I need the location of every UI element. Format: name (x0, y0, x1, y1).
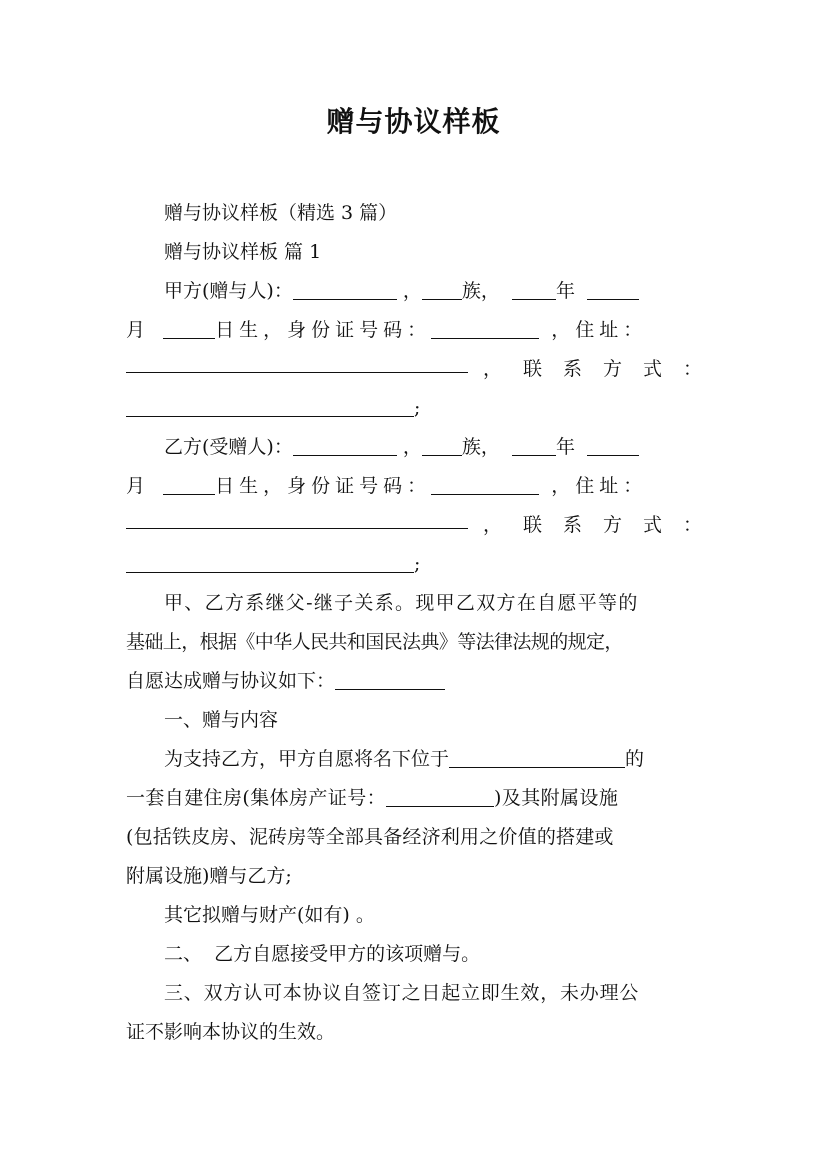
birth-id-label: 日生，身份证号码： (215, 319, 432, 341)
ethnicity-blank (422, 433, 462, 456)
section-1-line-2 (126, 779, 702, 818)
party-a-label: 甲方(赠与人)： (164, 280, 293, 302)
party-b-label: 乙方(受赠人)： (164, 436, 293, 458)
document-body (126, 194, 723, 1052)
id-blank (431, 472, 539, 495)
contact-label: ，联系方式： (482, 514, 723, 536)
line-end: ; (414, 397, 421, 419)
intro-line-2: 基础上，根据《中华人民共和国民法典》等法律法规的规定， (126, 631, 623, 653)
id-blank (431, 316, 539, 339)
section-1-line-4: 附属设施)赠与乙方; (126, 865, 292, 887)
party-a-block (126, 272, 723, 428)
subtitle: 赠与协议样板（精选 3 篇） (164, 202, 398, 224)
section-1-paragraph (126, 740, 702, 896)
location-blank (449, 745, 625, 768)
name-blank (293, 277, 397, 300)
month-blank (587, 277, 639, 300)
line-end: ; (414, 553, 421, 575)
intro-line-1: 甲、乙方系继父-继子关系。现甲乙双方在自愿平等的 (164, 592, 639, 614)
month-blank (587, 433, 639, 456)
address-blank (126, 350, 468, 373)
party-a-line-4 (126, 389, 702, 428)
party-b-line-1: 乙方(受赠人)： ， 族， 年 (126, 428, 702, 467)
year-label: 年 (555, 280, 575, 302)
address-label: ，住址： (551, 319, 648, 341)
party-b-line-3 (126, 506, 723, 545)
ethnicity-blank (422, 277, 462, 300)
section-1-line-3: (包括铁皮房、泥砖房等全部具备经济利用之价值的搭建或 (126, 826, 614, 848)
document-title: 赠与协议样板 (326, 105, 501, 138)
section-1-heading: 一、赠与内容 (164, 709, 279, 731)
section-1-line-2-text: 一套自建住房(集体房产证号： (126, 787, 387, 809)
year-label: 年 (555, 436, 575, 458)
month-label: 月 (126, 319, 146, 341)
section-1-other-property: 其它拟赠与财产(如有) 。 (164, 904, 375, 926)
contact-blank (126, 550, 414, 573)
intro-line-3-text: 自愿达成赠与协议如下： (126, 670, 336, 692)
section-2: 二、 乙方自愿接受甲方的该项赠与。 (164, 943, 481, 965)
section-3-line-2: 证不影响本协议的生效。 (126, 1021, 336, 1043)
party-a-line-2 (126, 311, 702, 350)
section-1-line-1 (126, 740, 702, 779)
year-blank (512, 277, 556, 300)
ethnicity-suffix: 族， (461, 280, 500, 302)
section-3-line-1: 三、双方认可本协议自签订之日起立即生效，未办理公 (164, 982, 640, 1004)
party-b-line-2 (126, 467, 702, 506)
day-blank (163, 316, 215, 339)
section-1-line-1-end: 的 (625, 748, 645, 770)
day-blank (163, 472, 215, 495)
section-heading: 赠与协议样板 篇 1 (164, 241, 322, 263)
ethnicity-suffix: 族， (461, 436, 500, 458)
party-a-line-3 (126, 350, 723, 389)
contact-blank (126, 394, 414, 417)
year-blank (512, 433, 556, 456)
party-a-line-1: 甲方(赠与人)： ， 族， 年 (126, 272, 702, 311)
party-b-line-4 (126, 545, 702, 584)
agreement-blank (335, 667, 445, 690)
party-b-block (126, 428, 723, 584)
address-label: ，住址： (551, 475, 648, 497)
section-1-line-2-end: )及其附属设施 (494, 787, 619, 809)
intro-paragraph (126, 584, 702, 701)
month-label: 月 (126, 475, 146, 497)
address-blank (126, 506, 468, 529)
birth-id-label: 日生，身份证号码： (215, 475, 432, 497)
certificate-blank (386, 784, 494, 807)
contact-label: ，联系方式： (482, 358, 723, 380)
section-3 (126, 974, 702, 1052)
intro-line-3 (126, 662, 702, 701)
section-1-line-1-text: 为支持乙方，甲方自愿将名下位于 (164, 748, 450, 770)
name-blank (293, 433, 397, 456)
